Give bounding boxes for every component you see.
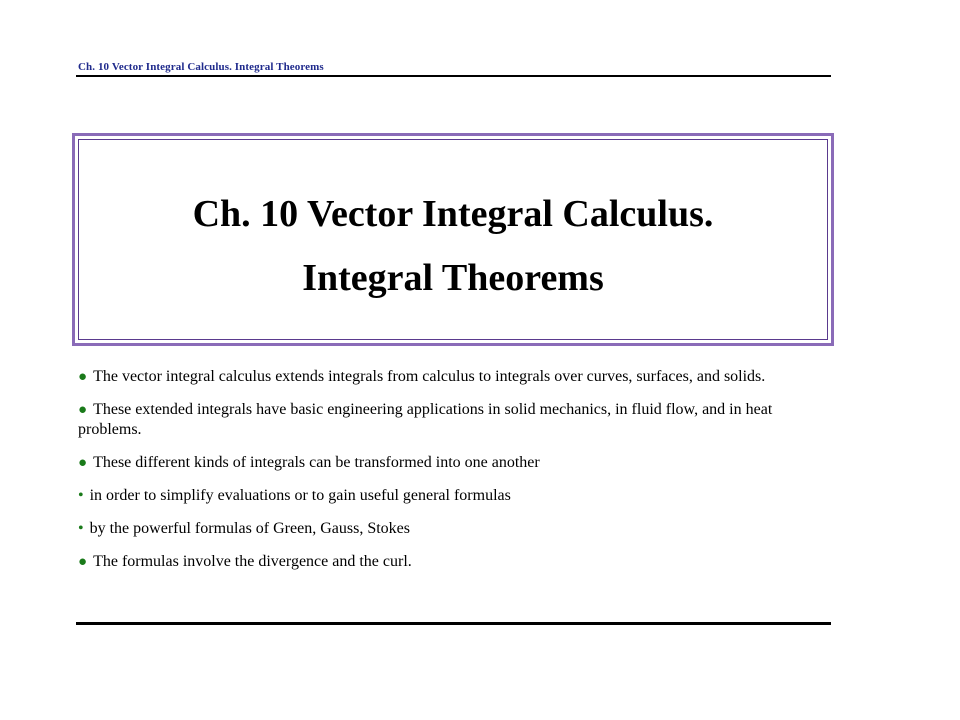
list-item [78, 552, 818, 572]
bullet-icon: ● [78, 455, 88, 471]
title-line-1: Ch. 10 Vector Integral Calculus. [192, 193, 714, 235]
running-header: Ch. 10 Vector Integral Calculus. Integral Theorems [78, 61, 324, 73]
list-item [78, 453, 818, 473]
list-item [78, 367, 818, 387]
list-item-text: These different kinds of integrals can be transformed into one another [93, 454, 540, 471]
footer-divider [76, 622, 831, 625]
sub-bullet-icon: • [78, 487, 84, 504]
header-divider [76, 75, 831, 77]
bullet-icon: ● [78, 369, 88, 385]
list-item [78, 519, 818, 539]
title-box-inner-border [78, 139, 828, 340]
sub-bullet-icon: • [78, 520, 84, 537]
list-item-text: in order to simplify evaluations or to gain useful general formulas [89, 487, 511, 504]
title-line-2: Integral Theorems [302, 257, 604, 299]
bullet-icon: ● [78, 402, 88, 418]
bullet-list [78, 367, 818, 585]
list-item-text: The formulas involve the divergence and the curl. [93, 553, 412, 570]
bullet-icon: ● [78, 554, 88, 570]
list-item [78, 400, 818, 440]
title-box [72, 133, 834, 346]
list-item-text: These extended integrals have basic engineering applications in solid mechanics, in fluid flow, and in heat problems. [78, 401, 773, 438]
list-item-text: by the powerful formulas of Green, Gauss, Stokes [89, 520, 410, 537]
list-item-text: The vector integral calculus extends integrals from calculus to integrals over curves, surfaces, and solids. [93, 368, 766, 385]
list-item [78, 486, 818, 506]
